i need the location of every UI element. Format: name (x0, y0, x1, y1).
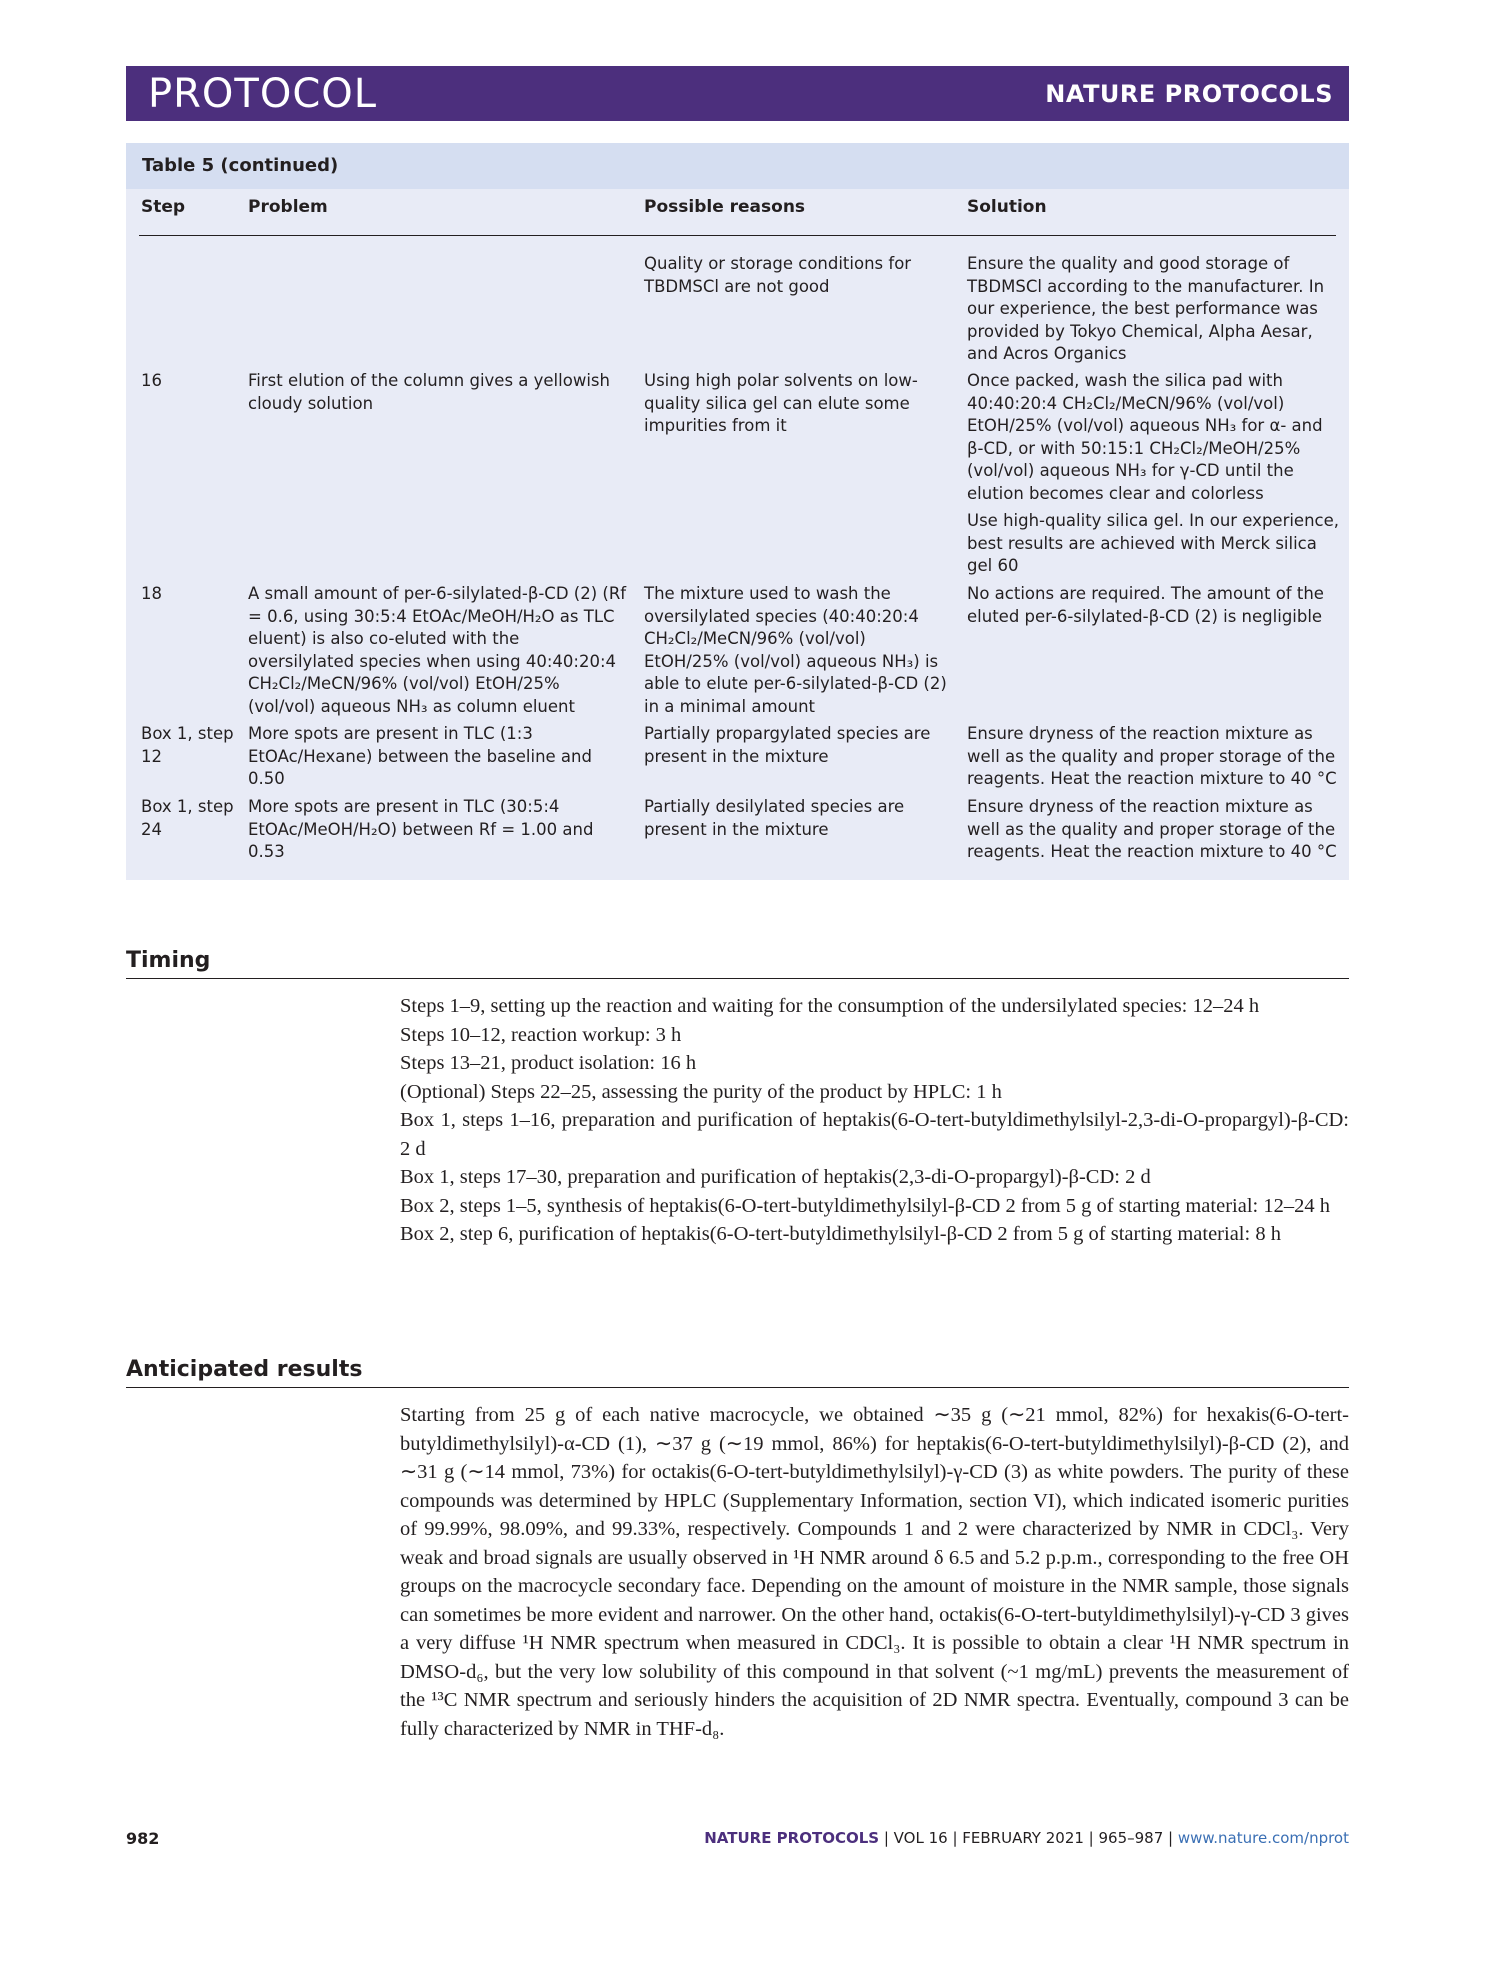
table-cell-solution: Ensure dryness of the reaction mixture as well as the quality and proper storage of the reagents. Heat the reaction mixture to 40 °C (967, 724, 1337, 788)
results-heading: Anticipated results (126, 1357, 363, 1382)
timing-line: Box 1, steps 1–16, preparation and purification of heptakis(6-O-tert-butyldimethylsilyl-2,3-di-O-propargyl)-β-CD: 2 d (400, 1109, 1349, 1160)
timing-heading: Timing (126, 948, 211, 973)
table-caption: Table 5 (continued) (142, 155, 339, 176)
footer-volume-info: | VOL 16 | FEBRUARY 2021 | 965–987 | (879, 1829, 1178, 1847)
table-cell-step: 16 (141, 371, 162, 390)
header-bar (126, 66, 1349, 121)
table-cell-problem: More spots are present in TLC (1:3 EtOAc/Hexane) between the baseline and 0.50 (248, 724, 592, 788)
table-cell-step: Box 1, step 24 (141, 797, 234, 839)
table-cell-reason: Partially propargylated species are present in the mixture (644, 724, 931, 766)
results-paragraph: Starting from 25 g of each native macrocycle, we obtained ∼35 g (∼21 mmol, 82%) for hexakis(6-O-tert-butyldimethylsilyl)-α-CD (1), ∼37 g (∼19 mmol, 86%) for heptakis(6-O-tert-butyldimethylsilyl)-β-CD (2), and ∼31 g (∼14 mmol, 73%) for octakis(6-O-tert-butyldimethylsilyl)-γ-CD (3) as white powders. The purity of these compounds was determined by HPLC (Supplementary Information, section VI), which indicated isomeric purities of 99.99%, 98.09%, and 99.33%, respectively. Compounds 1 and 2 were characterized by NMR in CDCl₃. Very weak and broad signals are usually observed in ¹H NMR around δ 6.5 and 5.2 p.p.m., corresponding to the free OH groups on the macrocycle secondary face. Depending on the amount of moisture in the NMR sample, those signals can sometimes be more evident and narrower. On the other hand, octakis(6-O-tert-butyldimethylsilyl)-γ-CD 3 gives a very diffuse ¹H NMR spectrum when measured in CDCl₃. It is possible to obtain a clear ¹H NMR spectrum in DMSO-d₆, but the very low solubility of this compound in that solvent (~1 mg/mL) prevents the measurement of the ¹³C NMR spectrum and seriously hinders the acquisition of 2D NMR spectra. Eventually, compound 3 can be fully characterized by NMR in THF-d₈. (400, 1404, 1349, 1740)
table-cell-step: Box 1, step 12 (141, 724, 234, 766)
table-cell-reason: Using high polar solvents on low-quality silica gel can elute some impurities from it (644, 371, 918, 435)
table-cell-step: 18 (141, 584, 162, 603)
table-cell-reason: Partially desilylated species are present in the mixture (644, 797, 905, 839)
table-cell-problem: More spots are present in TLC (30:5:4 EtOAc/MeOH/H₂O) between Rf = 1.00 and 0.53 (248, 797, 594, 861)
column-header-step: Step (141, 197, 186, 217)
column-header-solution: Solution (967, 197, 1047, 217)
table-cell-problem: First elution of the column gives a yellowish cloudy solution (248, 371, 610, 413)
timing-line: Box 2, steps 1–5, synthesis of heptakis(6-O-tert-butyldimethylsilyl-β-CD 2 from 5 g of starting material: 12–24 h (400, 1194, 1330, 1217)
table-cell-solution: Once packed, wash the silica pad with 40:40:20:4 CH₂Cl₂/MeCN/96% (vol/vol) EtOH/25% (vol/vol) aqueous NH₃ for α- and β-CD, or with 50:15:1 CH₂Cl₂/MeOH/25% (vol/vol) aqueous NH₃ for γ-CD until the elution becomes clear and colorless (967, 371, 1323, 503)
table-cell-solution: Ensure the quality and good storage of TBDMSCl according to the manufacturer. In our experience, the best performance was provided by Tokyo Chemical, Alpha Aesar, and Acros Organics (967, 254, 1325, 363)
table-cell-reason: Quality or storage conditions for TBDMSCl are not good (644, 254, 912, 296)
results-rule (126, 1387, 1349, 1388)
page-number: 982 (126, 1829, 160, 1848)
footer-url[interactable]: www.nature.com/nprot (1177, 1829, 1349, 1847)
section-label: PROTOCOL (148, 70, 378, 117)
table-cell-solution: No actions are required. The amount of the eluted per-6-silylated-β-CD (2) is negligible (967, 584, 1324, 626)
timing-line: Box 2, step 6, purification of heptakis(6-O-tert-butyldimethylsilyl-β-CD 2 from 5 g of starting material: 8 h (400, 1223, 1281, 1245)
timing-line: Steps 13–21, product isolation: 16 h (400, 1052, 697, 1074)
timing-rule (126, 978, 1349, 979)
table-cell-reason: The mixture used to wash the oversilylated species (40:40:20:4 CH₂Cl₂/MeCN/96% (vol/vol) EtOH/25% (vol/vol) aqueous NH₃) is able to elute per-6-silylated-β-CD (2) in a minimal amount (644, 584, 947, 716)
footer-journal: NATURE PROTOCOLS (704, 1829, 880, 1847)
troubleshooting-table (126, 143, 1349, 880)
timing-line: Steps 1–9, setting up the reaction and waiting for the consumption of the undersilylated species: 12–24 h (400, 995, 1260, 1017)
timing-line: Steps 10–12, reaction workup: 3 h (400, 1023, 682, 1046)
footer-citation (704, 1829, 1349, 1847)
timing-list (400, 992, 1349, 1249)
table-cell-solution: Use high-quality silica gel. In our experience, best results are achieved with Merck silica gel 60 (967, 511, 1340, 575)
journal-name: NATURE PROTOCOLS (1045, 79, 1333, 108)
header-rule (139, 235, 1336, 236)
table-cell-solution: Ensure dryness of the reaction mixture as well as the quality and proper storage of the reagents. Heat the reaction mixture to 40 °C (967, 797, 1337, 861)
column-header-reasons: Possible reasons (644, 197, 806, 217)
timing-line: (Optional) Steps 22–25, assessing the purity of the product by HPLC: 1 h (400, 1080, 1002, 1103)
column-header-problem: Problem (248, 197, 328, 217)
timing-line: Box 1, steps 17–30, preparation and purification of heptakis(2,3-di-O-propargyl)-β-CD: 2 d (400, 1166, 1151, 1188)
table-cell-problem: A small amount of per-6-silylated-β-CD (2) (Rf = 0.6, using 30:5:4 EtOAc/MeOH/H₂O as TLC eluent) is also co-eluted with the oversilylated species when using 40:40:20:4 CH₂Cl₂/MeCN/96% (vol/vol) EtOH/25% (vol/vol) aqueous NH₃ as column eluent (248, 584, 627, 716)
